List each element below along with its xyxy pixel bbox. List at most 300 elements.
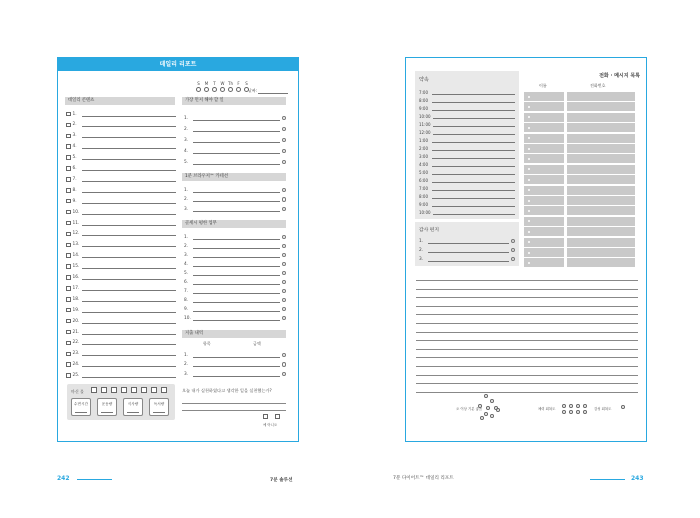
habit-box[interactable] xyxy=(123,398,143,416)
daily-content-checkbox[interactable] xyxy=(66,308,71,313)
urgent-check-circle[interactable] xyxy=(282,280,286,284)
daily-content-checkbox[interactable] xyxy=(66,199,71,204)
appointment-time: 9:00 xyxy=(419,201,428,207)
contact-name-field[interactable] xyxy=(524,186,564,195)
daily-content-checkbox[interactable] xyxy=(66,253,71,258)
mood-circle[interactable] xyxy=(490,414,494,418)
must_do-line[interactable] xyxy=(193,116,280,121)
brand_action-number: 3. xyxy=(184,206,189,212)
must-do-header: 가장 먼저 해야 할 일 xyxy=(182,97,286,105)
contact-name-field[interactable] xyxy=(524,144,564,153)
daily-content-line[interactable] xyxy=(82,340,177,345)
daily-content-line[interactable] xyxy=(82,351,177,356)
water-cup-checkbox[interactable] xyxy=(121,387,127,393)
contact-name-field[interactable] xyxy=(524,175,564,184)
daily-content-number: 7. xyxy=(72,176,77,182)
daily-content-checkbox[interactable] xyxy=(66,144,71,149)
contact-name-field[interactable] xyxy=(524,238,564,247)
daily-content-item xyxy=(66,252,176,260)
contact-name-field[interactable] xyxy=(524,217,564,226)
daily-content-line[interactable] xyxy=(82,308,177,313)
appointment-line[interactable] xyxy=(433,130,515,135)
appointment-line[interactable] xyxy=(432,202,515,207)
daily-content-checkbox[interactable] xyxy=(66,330,71,335)
urgent-line[interactable] xyxy=(193,253,280,258)
physical-circle[interactable] xyxy=(562,404,566,408)
appointment-line[interactable] xyxy=(432,178,515,183)
urgent-number: 5. xyxy=(184,270,189,276)
thanks-item xyxy=(419,255,515,263)
habit-value-line[interactable] xyxy=(101,412,113,413)
daily-content-checkbox[interactable] xyxy=(66,232,71,237)
note-line[interactable] xyxy=(416,297,638,298)
reflection-question: 오늘 내가 실천하였다고 생각한 일을 실천했는가? xyxy=(182,388,272,393)
daily-content-line[interactable] xyxy=(82,231,177,236)
appointment-line[interactable] xyxy=(432,186,515,191)
appointment-line[interactable] xyxy=(432,194,515,199)
appointment-slot xyxy=(419,104,515,112)
daily-content-item xyxy=(66,284,176,292)
weekday-circle[interactable] xyxy=(220,87,225,92)
must_do-check-circle[interactable] xyxy=(282,149,286,153)
appointments-panel xyxy=(415,71,519,219)
contact-phone-field[interactable] xyxy=(567,258,635,267)
water-cup-checkbox[interactable] xyxy=(101,387,107,393)
brand_action-check-circle[interactable] xyxy=(282,188,286,192)
brand_action-item xyxy=(184,205,286,213)
daily-content-checkbox[interactable] xyxy=(66,275,71,280)
mood-circle[interactable] xyxy=(484,412,488,416)
daily-content-checkbox[interactable] xyxy=(66,155,71,160)
note-line[interactable] xyxy=(416,332,638,333)
weekday-label: T xyxy=(213,81,216,86)
daily-content-checkbox[interactable] xyxy=(66,243,71,248)
appointment-time: 10:00 xyxy=(419,209,431,215)
daily-content-checkbox[interactable] xyxy=(66,221,71,226)
urgent-check-circle[interactable] xyxy=(282,289,286,293)
thanks-header: 감사 편지 xyxy=(419,228,440,233)
contact-phone-field[interactable] xyxy=(567,175,635,184)
urgent-line[interactable] xyxy=(193,235,280,240)
urgent-number: 2. xyxy=(184,243,189,249)
contact-bullet xyxy=(528,231,530,233)
daily-content-line[interactable] xyxy=(82,264,177,269)
daily-content-number: 19. xyxy=(72,307,80,313)
daily-content-item xyxy=(66,219,176,227)
appointment-slot xyxy=(419,128,515,136)
habit-label: 수면시간 xyxy=(74,402,88,406)
thanks-line[interactable] xyxy=(428,239,509,244)
contact-name-field[interactable] xyxy=(524,134,564,143)
note-line[interactable] xyxy=(416,383,638,384)
water-cup-checkbox[interactable] xyxy=(111,387,117,393)
mood-circle[interactable] xyxy=(486,406,490,410)
water-cup-checkbox[interactable] xyxy=(151,387,157,393)
habit-value-line[interactable] xyxy=(153,412,165,413)
daily-content-item xyxy=(66,295,176,303)
mood-circle[interactable] xyxy=(490,399,494,403)
expenses-line[interactable] xyxy=(193,353,280,358)
daily-content-line[interactable] xyxy=(82,144,177,149)
daily-content-line[interactable] xyxy=(82,297,177,302)
water-cups xyxy=(91,387,175,393)
appointment-line[interactable] xyxy=(433,122,515,127)
note-line[interactable] xyxy=(416,349,638,350)
daily-content-line[interactable] xyxy=(82,122,177,127)
weekday-circle[interactable] xyxy=(236,87,241,92)
physical-circle[interactable] xyxy=(583,404,587,408)
daily-content-line[interactable] xyxy=(82,210,177,215)
brand_action-check-circle[interactable] xyxy=(282,207,286,211)
must_do-check-circle[interactable] xyxy=(282,116,286,120)
daily-content-item xyxy=(66,208,176,216)
daily-content-number: 11. xyxy=(72,220,80,226)
contact-name-field[interactable] xyxy=(524,154,564,163)
contact-phone-field[interactable] xyxy=(567,134,635,143)
contact-phone-field[interactable] xyxy=(567,165,635,174)
appointment-slot xyxy=(419,96,515,104)
note-line[interactable] xyxy=(416,392,638,393)
appointment-line[interactable] xyxy=(432,146,515,151)
daily-content-number: 10. xyxy=(72,209,80,215)
thanks-check-circle[interactable] xyxy=(511,239,515,243)
daily-content-line[interactable] xyxy=(82,133,177,138)
note-line[interactable] xyxy=(416,314,638,315)
daily-content-number: 14. xyxy=(72,253,80,259)
footer-line-left xyxy=(77,479,112,480)
must_do-check-circle[interactable] xyxy=(282,138,286,142)
urgent-line[interactable] xyxy=(193,271,280,276)
daily-content-item xyxy=(66,241,176,249)
appointments-header: 약속 xyxy=(419,77,429,83)
daily-content-line[interactable] xyxy=(82,330,177,335)
daily-content-header: 데일리 콘텐츠 xyxy=(65,97,175,105)
daily-content-line[interactable] xyxy=(82,199,177,204)
thanks-check-circle[interactable] xyxy=(511,257,515,261)
habit-value-line[interactable] xyxy=(127,412,139,413)
habit-label: 운동량 xyxy=(101,402,113,406)
urgent-line[interactable] xyxy=(193,316,280,321)
daily-content-checkbox[interactable] xyxy=(66,319,71,324)
emotional-circle[interactable] xyxy=(621,405,625,409)
contact-bullet xyxy=(528,158,530,160)
daily-content-checkbox[interactable] xyxy=(66,188,71,193)
must_do-number: 2. xyxy=(184,126,189,132)
daily-content-checkbox[interactable] xyxy=(66,341,71,346)
expenses-check-circle[interactable] xyxy=(282,372,286,376)
weekday-label: S xyxy=(197,81,200,86)
expenses-line[interactable] xyxy=(193,372,280,377)
call-message-title: 전화 · 메시지 목록 xyxy=(599,73,640,79)
habit-tracker xyxy=(67,384,175,420)
contact-bullet xyxy=(528,106,530,108)
daily-content-number: 9. xyxy=(72,198,77,204)
appointment-line[interactable] xyxy=(433,114,515,119)
physical-circle[interactable] xyxy=(583,410,587,414)
contact-phone-field[interactable] xyxy=(567,248,635,257)
appointment-line[interactable] xyxy=(432,170,515,175)
daily-content-number: 25. xyxy=(72,373,80,379)
note-line[interactable] xyxy=(416,375,638,376)
water-cup-checkbox[interactable] xyxy=(161,387,167,393)
daily-content-line[interactable] xyxy=(82,362,177,367)
daily-content-number: 22. xyxy=(72,340,80,346)
note-line[interactable] xyxy=(416,366,638,367)
daily-content-checkbox[interactable] xyxy=(66,166,71,171)
must_do-item xyxy=(184,158,286,166)
brand_action-check-circle[interactable] xyxy=(282,197,286,201)
urgent-check-circle[interactable] xyxy=(282,307,286,311)
physical-circle[interactable] xyxy=(569,410,573,414)
daily-content-checkbox[interactable] xyxy=(66,123,71,128)
mood-circle[interactable] xyxy=(480,416,484,420)
contact-name-field[interactable] xyxy=(524,258,564,267)
contact-name-field[interactable] xyxy=(524,206,564,215)
urgent-check-circle[interactable] xyxy=(282,316,286,320)
daily-content-checkbox[interactable] xyxy=(66,362,71,367)
appointment-line[interactable] xyxy=(432,98,515,103)
contact-name-field[interactable] xyxy=(524,113,564,122)
brand_action-item xyxy=(184,196,286,204)
habit-box[interactable] xyxy=(71,398,91,416)
daily-content-checkbox[interactable] xyxy=(66,112,71,117)
habit-box[interactable] xyxy=(149,398,169,416)
appointment-time: 11:00 xyxy=(419,121,431,127)
brand_action-number: 2. xyxy=(184,197,189,202)
daily-content-number: 5. xyxy=(72,155,77,161)
daily-content-line[interactable] xyxy=(82,166,177,171)
appointment-slot xyxy=(419,136,515,144)
water-cup-checkbox[interactable] xyxy=(141,387,147,393)
daily-content-checkbox[interactable] xyxy=(66,286,71,291)
contact-phone-field[interactable] xyxy=(567,92,635,101)
contact-name-field[interactable] xyxy=(524,196,564,205)
daily-content-line[interactable] xyxy=(82,242,177,247)
mood-circle[interactable] xyxy=(478,404,482,408)
daily-content-line[interactable] xyxy=(82,373,177,378)
daily-content-line[interactable] xyxy=(82,188,177,193)
expenses-item xyxy=(184,370,286,378)
contact-phone-field[interactable] xyxy=(567,154,635,163)
daily-content-item xyxy=(66,328,176,336)
urgent-line[interactable] xyxy=(193,262,280,267)
must_do-item xyxy=(184,125,286,133)
appointment-line[interactable] xyxy=(432,90,515,95)
footer-left: 7분 솔루션 xyxy=(270,478,293,483)
daily-content-checkbox[interactable] xyxy=(66,352,71,357)
daily-content-line[interactable] xyxy=(82,275,177,280)
must_do-check-circle[interactable] xyxy=(282,160,286,164)
expenses-check-circle[interactable] xyxy=(282,353,286,357)
expenses-number: 2. xyxy=(184,362,189,367)
must_do-line[interactable] xyxy=(193,149,280,154)
note-line[interactable] xyxy=(416,280,638,281)
urgent-line[interactable] xyxy=(193,298,280,303)
contact-phone-field[interactable] xyxy=(567,113,635,122)
urgent-item xyxy=(184,296,286,304)
urgent-check-circle[interactable] xyxy=(282,298,286,302)
appointment-line[interactable] xyxy=(432,106,515,111)
thanks-item xyxy=(419,246,515,254)
must_do-check-circle[interactable] xyxy=(282,127,286,131)
appointment-slot xyxy=(419,160,515,168)
urgent-line[interactable] xyxy=(193,280,280,285)
contact-phone-field[interactable] xyxy=(567,217,635,226)
daily-content-checkbox[interactable] xyxy=(66,177,71,182)
expenses-number: 3. xyxy=(184,371,189,377)
expenses-column-item: 항목 xyxy=(203,341,211,346)
water-cup-checkbox[interactable] xyxy=(91,387,97,393)
weekday-circle[interactable] xyxy=(228,87,233,92)
contact-name-field[interactable] xyxy=(524,165,564,174)
urgent-item xyxy=(184,278,286,286)
brand_action-line[interactable] xyxy=(193,197,280,202)
expenses-header: 지출 내역 xyxy=(182,330,286,338)
appointment-slot xyxy=(419,176,515,184)
physical-circle[interactable] xyxy=(576,404,580,408)
daily-content-number: 13. xyxy=(72,242,80,248)
thanks-check-circle[interactable] xyxy=(511,248,515,252)
daily-content-item xyxy=(66,274,176,282)
expenses-line[interactable] xyxy=(193,362,280,367)
contact-name-field[interactable] xyxy=(524,123,564,132)
daily-content-number: 4. xyxy=(72,144,77,150)
appointment-time: 3:00 xyxy=(419,153,428,159)
thanks-line[interactable] xyxy=(428,248,509,253)
contact-phone-field[interactable] xyxy=(567,102,635,111)
contact-phone-field[interactable] xyxy=(567,186,635,195)
contacts-col-phone: 전화번호 xyxy=(590,83,606,88)
daily-content-number: 18. xyxy=(72,296,80,302)
urgent-check-circle[interactable] xyxy=(282,244,286,248)
contact-phone-field[interactable] xyxy=(567,238,635,247)
daily-content-line[interactable] xyxy=(82,286,177,291)
date-field[interactable] xyxy=(258,93,288,94)
appointment-time: 5:00 xyxy=(419,169,428,175)
urgent-line[interactable] xyxy=(193,307,280,312)
physical-circle[interactable] xyxy=(569,404,573,408)
brand_action-line[interactable] xyxy=(193,188,280,193)
daily-report-banner: 데일리 리포트 xyxy=(58,58,298,71)
daily-content-item xyxy=(66,230,176,238)
daily-content-item xyxy=(66,197,176,205)
urgent-number: 4. xyxy=(184,261,189,267)
mood-circle[interactable] xyxy=(484,394,488,398)
daily-content-item xyxy=(66,175,176,183)
appointment-slot xyxy=(419,168,515,176)
thanks-number: 3. xyxy=(419,256,424,262)
brand_action-number: 1. xyxy=(184,187,189,193)
daily-content-line[interactable] xyxy=(82,319,177,324)
note-line[interactable] xyxy=(416,357,638,358)
note-line[interactable] xyxy=(416,323,638,324)
urgent-check-circle[interactable] xyxy=(282,271,286,275)
mood-diagram xyxy=(456,394,636,424)
daily-content-checkbox[interactable] xyxy=(66,210,71,215)
water-label: 마신 물 xyxy=(71,389,84,394)
urgent-item xyxy=(184,251,286,259)
appointment-line[interactable] xyxy=(433,210,515,215)
yes-checkbox[interactable] xyxy=(263,414,268,419)
thanks-panel xyxy=(415,222,519,266)
daily-content-checkbox[interactable] xyxy=(66,297,71,302)
contact-name-field[interactable] xyxy=(524,102,564,111)
appointment-slot xyxy=(419,112,515,120)
contact-name-field[interactable] xyxy=(524,227,564,236)
must_do-line[interactable] xyxy=(193,127,280,132)
daily-content-item xyxy=(66,372,176,380)
habit-value-line[interactable] xyxy=(75,412,87,413)
appointment-time: 10:00 xyxy=(419,113,431,119)
urgent-check-circle[interactable] xyxy=(282,235,286,239)
daily-content-checkbox[interactable] xyxy=(66,264,71,269)
daily-content-line[interactable] xyxy=(82,221,177,226)
contact-bullet xyxy=(528,127,530,129)
urgent-check-circle[interactable] xyxy=(282,253,286,257)
urgent-item xyxy=(184,260,286,268)
daily-content-line[interactable] xyxy=(82,253,177,258)
water-cup-checkbox[interactable] xyxy=(131,387,137,393)
brand_action-line[interactable] xyxy=(193,207,280,212)
daily-content-line[interactable] xyxy=(82,155,177,160)
expenses-check-circle[interactable] xyxy=(282,362,286,366)
daily-content-number: 8. xyxy=(72,187,77,193)
contact-phone-field[interactable] xyxy=(567,196,635,205)
daily-content-checkbox[interactable] xyxy=(66,134,71,139)
must_do-line[interactable] xyxy=(193,138,280,143)
weekday-circle[interactable] xyxy=(196,87,201,92)
note-line[interactable] xyxy=(416,306,638,307)
urgent-line[interactable] xyxy=(193,244,280,249)
appointment-time: 1:00 xyxy=(419,137,428,143)
urgent-check-circle[interactable] xyxy=(282,262,286,266)
legend-emotional: 감성 회복도 xyxy=(594,407,612,411)
contact-phone-field[interactable] xyxy=(567,206,635,215)
habit-box[interactable] xyxy=(97,398,117,416)
physical-circle[interactable] xyxy=(576,410,580,414)
appointment-line[interactable] xyxy=(432,138,515,143)
daily-content-checkbox[interactable] xyxy=(66,373,71,378)
daily-content-number: 21. xyxy=(72,329,80,335)
urgent-item xyxy=(184,287,286,295)
contact-phone-field[interactable] xyxy=(567,144,635,153)
daily-content-number: 1. xyxy=(72,111,77,117)
daily-content-line[interactable] xyxy=(82,177,177,182)
daily-content-line[interactable] xyxy=(82,112,177,117)
habit-label: 식사량 xyxy=(127,402,139,406)
appointment-time: 12:00 xyxy=(419,129,431,135)
urgent-item xyxy=(184,305,286,313)
contact-name-field[interactable] xyxy=(524,248,564,257)
no-checkbox[interactable] xyxy=(275,414,280,419)
daily-content-item xyxy=(66,263,176,271)
contact-name-field[interactable] xyxy=(524,92,564,101)
physical-circle[interactable] xyxy=(562,410,566,414)
weekday-circle[interactable] xyxy=(204,87,209,92)
thanks-line[interactable] xyxy=(428,257,509,262)
urgent-number: 8. xyxy=(184,297,189,303)
urgent-line[interactable] xyxy=(193,289,280,294)
weekday-circle[interactable] xyxy=(212,87,217,92)
note-line[interactable] xyxy=(416,289,638,290)
appointment-line[interactable] xyxy=(432,154,515,159)
appointment-line[interactable] xyxy=(432,162,515,167)
contact-phone-field[interactable] xyxy=(567,123,635,132)
mood-circle[interactable] xyxy=(496,408,500,412)
must_do-line[interactable] xyxy=(193,160,280,165)
contact-phone-field[interactable] xyxy=(567,227,635,236)
note-line[interactable] xyxy=(416,340,638,341)
